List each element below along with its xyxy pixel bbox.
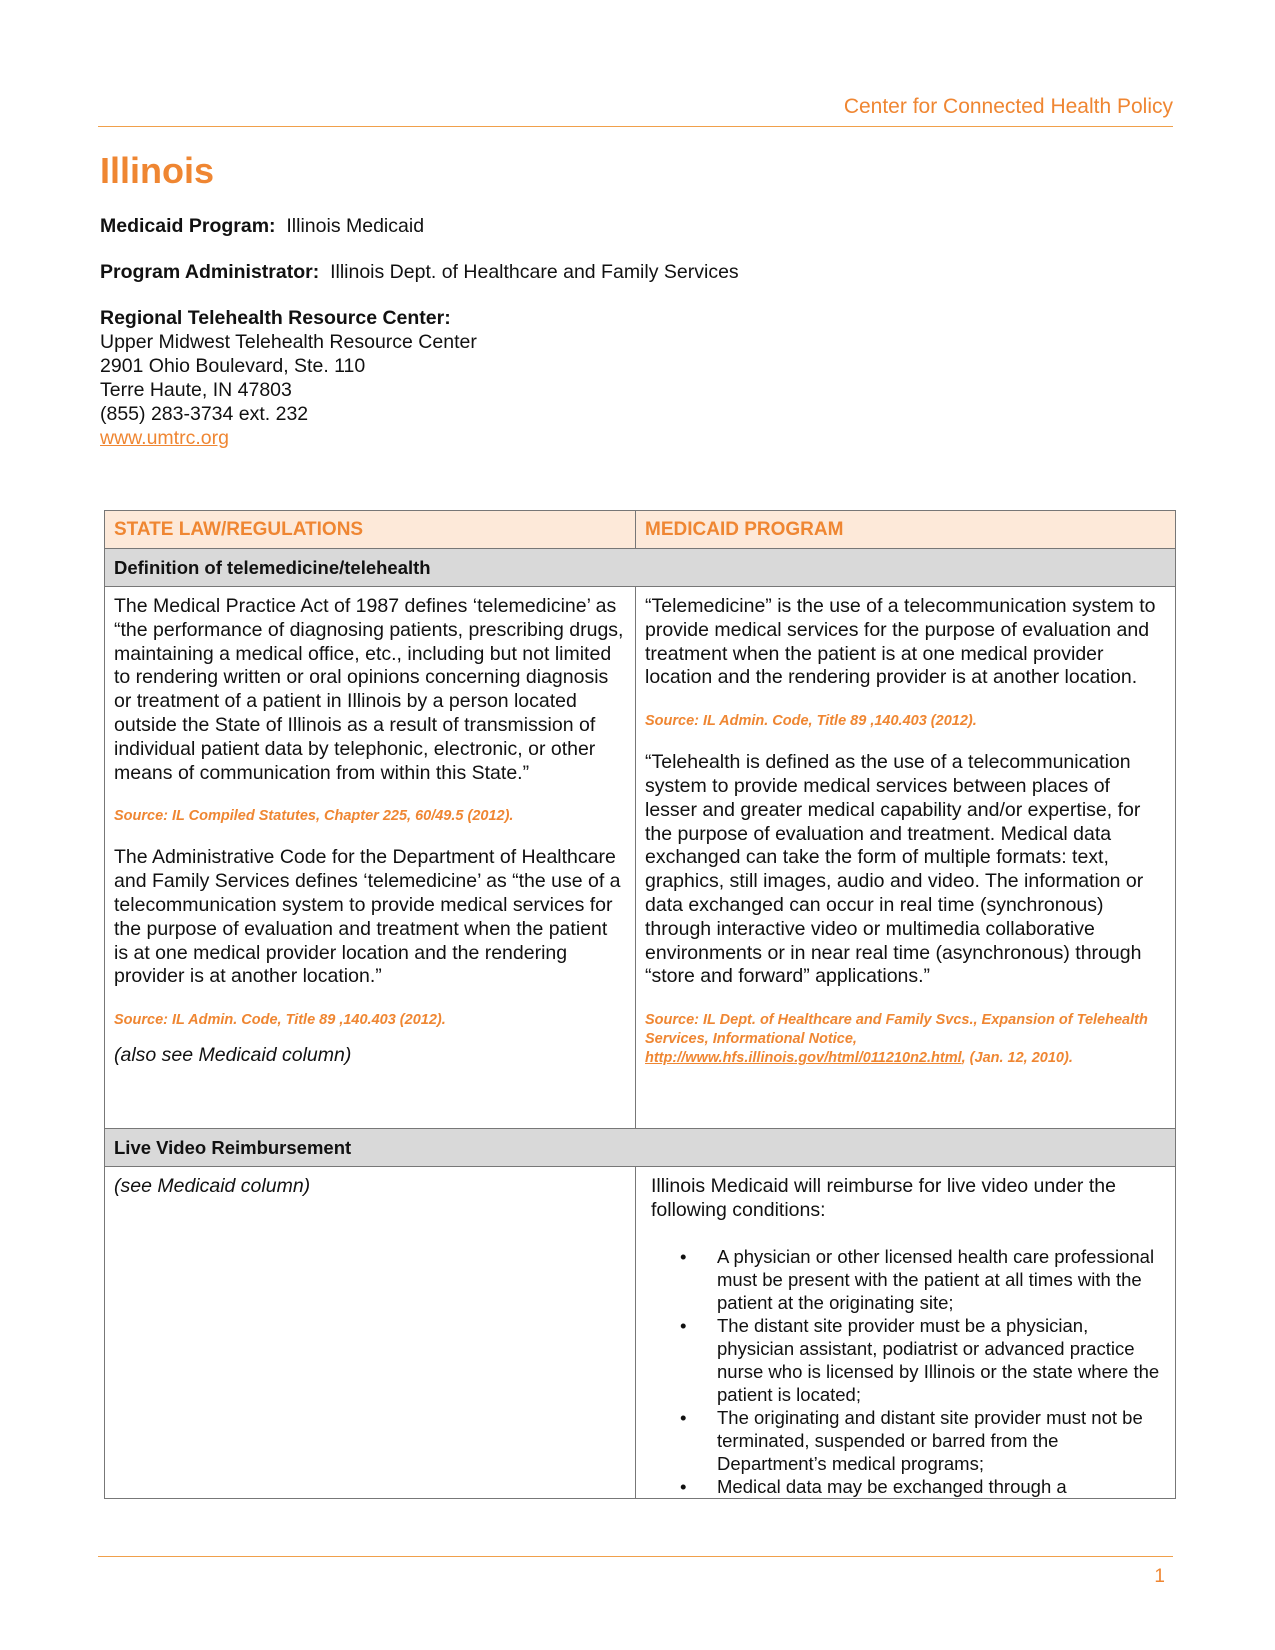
condition-item: • Medical data may be exchanged through a [717,1475,1166,1498]
program-administrator-value: Illinois Dept. of Healthcare and Family Services [330,261,739,283]
medicaid-program-label: Medicaid Program: [100,215,276,237]
medicaid-source-1: Source: IL Admin. Code, Title 89 ,140.403 (2012). [645,713,977,730]
resource-center-link[interactable]: www.umtrc.org [100,427,229,449]
section-header-live-video: Live Video Reimbursement [105,1129,1176,1167]
live-video-medicaid-cell [636,1167,1176,1499]
organization-name: Center for Connected Health Policy [843,95,1173,118]
medicaid-source-2 [645,1011,1166,1068]
medicaid-source-2-text: Source: IL Dept. of Healthcare and Family Svcs., Expansion of Telehealth Services, Informational Notice, [645,1012,1148,1048]
column-header-state-law: STATE LAW/REGULATIONS [105,511,636,549]
definition-law-cell [105,587,636,1129]
live-video-conditions [651,1245,1166,1498]
resource-center-name: Upper Midwest Telehealth Resource Center [100,331,477,353]
program-administrator-label: Program Administrator: [100,261,320,283]
resource-center-label: Regional Telehealth Resource Center: [100,307,451,329]
live-video-law-note: (see Medicaid column) [114,1175,311,1197]
section-header-definition: Definition of telemedicine/telehealth [105,549,1176,587]
resource-center-block [100,306,477,450]
resource-center-address-line1: 2901 Ohio Boulevard, Ste. 110 [100,355,366,377]
law-definition-text-2: The Administrative Code for the Department of Healthcare and Family Services defines ‘telemedicine’ as “the use of a telecommunication system to provide medical services for the purpose of evaluation and treatment when the patient is at one medical provider location and the rendering provider is at another location.” [114,846,621,988]
medicaid-program-line [100,214,424,238]
footer-divider [98,1556,1173,1557]
live-video-intro: Illinois Medicaid will reimburse for live video under the following conditions: [651,1175,1116,1221]
medicaid-definition-text-2: “Telehealth is defined as the use of a telecommunication system to provide medical services between places of lesser and greater medical capability and/or expertise, for the purpose of evaluation and treatment. Medical data exchanged can take the form of multiple formats: text, graphics, still images, audio and video. The information or data exchanged can occur in real time (synchronous) through interactive video or multimedia collaborative environments or in near real time (asynchronous) through “store and forward” applications.” [645,751,1144,988]
medicaid-source-2-link[interactable]: http://www.hfs.illinois.gov/html/011210n2.html [645,1050,962,1067]
resource-center-address-line2: Terre Haute, IN 47803 [100,379,292,401]
condition-item: • The distant site provider must be a physician, physician assistant, podiatrist or advanced practice nurse who is licensed by Illinois or the state where the patient is located; [717,1314,1166,1406]
policy-table [104,510,1176,1499]
law-note: (also see Medicaid column) [114,1044,352,1067]
header-divider [98,126,1173,127]
condition-item: • The originating and distant site provider must not be terminated, suspended or barred from the Department’s medical programs; [717,1406,1166,1475]
law-definition-text-1: The Medical Practice Act of 1987 defines ‘telemedicine’ as “the performance of diagnosing patients, prescribing drugs, maintaining a medical office, etc., including but not limited to rendering written or oral opinions concerning diagnosis or treatment of a patient in Illinois by a person located outside the State of Illinois as a result of transmission of individual patient data by telephonic, electronic, or other means of communication from within this State.” [114,595,624,784]
law-source-2: Source: IL Admin. Code, Title 89 ,140.403 (2012). [114,1012,446,1029]
column-header-medicaid: MEDICAID PROGRAM [636,511,1176,549]
condition-item: • A physician or other licensed health care professional must be present with the patient at all times with the patient at the originating site; [717,1245,1166,1314]
program-administrator-line [100,260,739,284]
law-source-1: Source: IL Compiled Statutes, Chapter 225, 60/49.5 (2012). [114,808,514,825]
medicaid-source-2-date: , (Jan. 12, 2010). [961,1050,1073,1067]
page-number: 1 [1154,1566,1165,1587]
page-title: Illinois [100,150,215,191]
medicaid-program-value: Illinois Medicaid [286,215,425,237]
resource-center-phone: (855) 283-3734 ext. 232 [100,403,309,425]
live-video-law-cell [105,1167,636,1499]
definition-medicaid-cell [636,587,1176,1129]
medicaid-definition-text-1: “Telemedicine” is the use of a telecommunication system to provide medical services for the purpose of evaluation and treatment when the patient is at one medical provider location and the rendering provider is at another location. [645,595,1156,689]
